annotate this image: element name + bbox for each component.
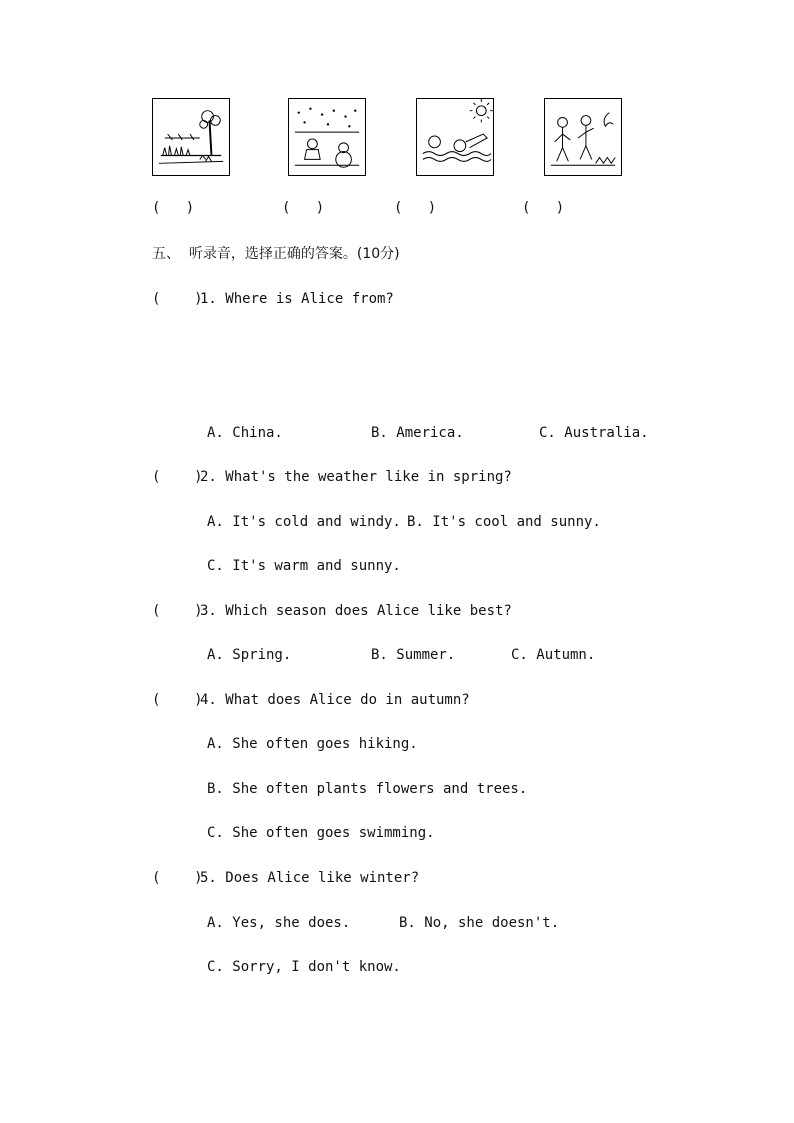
option: A. Spring.	[207, 647, 292, 663]
option: C. It's warm and sunny.	[207, 558, 401, 574]
option: C. Sorry, I don't know.	[207, 959, 401, 975]
spring-scene-icon	[152, 98, 230, 176]
picture-answer-blank[interactable]: ( )	[522, 200, 565, 216]
option: A. It's cold and windy.	[207, 514, 401, 530]
question-text: 4. What does Alice do in autumn?	[200, 692, 470, 708]
option: A. Yes, she does.	[207, 915, 351, 931]
answer-blank[interactable]: ( )	[152, 692, 203, 708]
option: B. No, she doesn't.	[399, 915, 560, 931]
answer-blank[interactable]: ( )	[152, 469, 203, 485]
question-text: 1. Where is Alice from?	[200, 291, 394, 307]
option: A. China.	[207, 425, 283, 441]
answer-blank[interactable]: ( )	[152, 291, 203, 307]
autumn-scene-icon	[544, 98, 622, 176]
option: C. Australia.	[539, 425, 649, 441]
winter-scene-icon	[288, 98, 366, 176]
option: A. She often goes hiking.	[207, 736, 418, 752]
option: C. She often goes swimming.	[207, 825, 435, 841]
question-text: 5. Does Alice like winter?	[200, 870, 420, 886]
option: B. Summer.	[371, 647, 456, 663]
option: B. America.	[371, 425, 464, 441]
option: B. She often plants flowers and trees.	[207, 781, 528, 797]
question-text: 2. What's the weather like in spring?	[200, 469, 512, 485]
question-text: 3. Which season does Alice like best?	[200, 603, 512, 619]
answer-blank[interactable]: ( )	[152, 870, 203, 886]
picture-answer-blank[interactable]: ( )	[394, 200, 437, 216]
option: B. It's cool and sunny.	[407, 514, 601, 530]
answer-blank[interactable]: ( )	[152, 603, 203, 619]
summer-swimming-icon	[416, 98, 494, 176]
option: C. Autumn.	[511, 647, 596, 663]
section-title: 五、 听录音，选择正确的答案。(10分)	[152, 246, 400, 262]
picture-answer-blank[interactable]: ( )	[152, 200, 195, 216]
picture-answer-blank[interactable]: ( )	[282, 200, 325, 216]
